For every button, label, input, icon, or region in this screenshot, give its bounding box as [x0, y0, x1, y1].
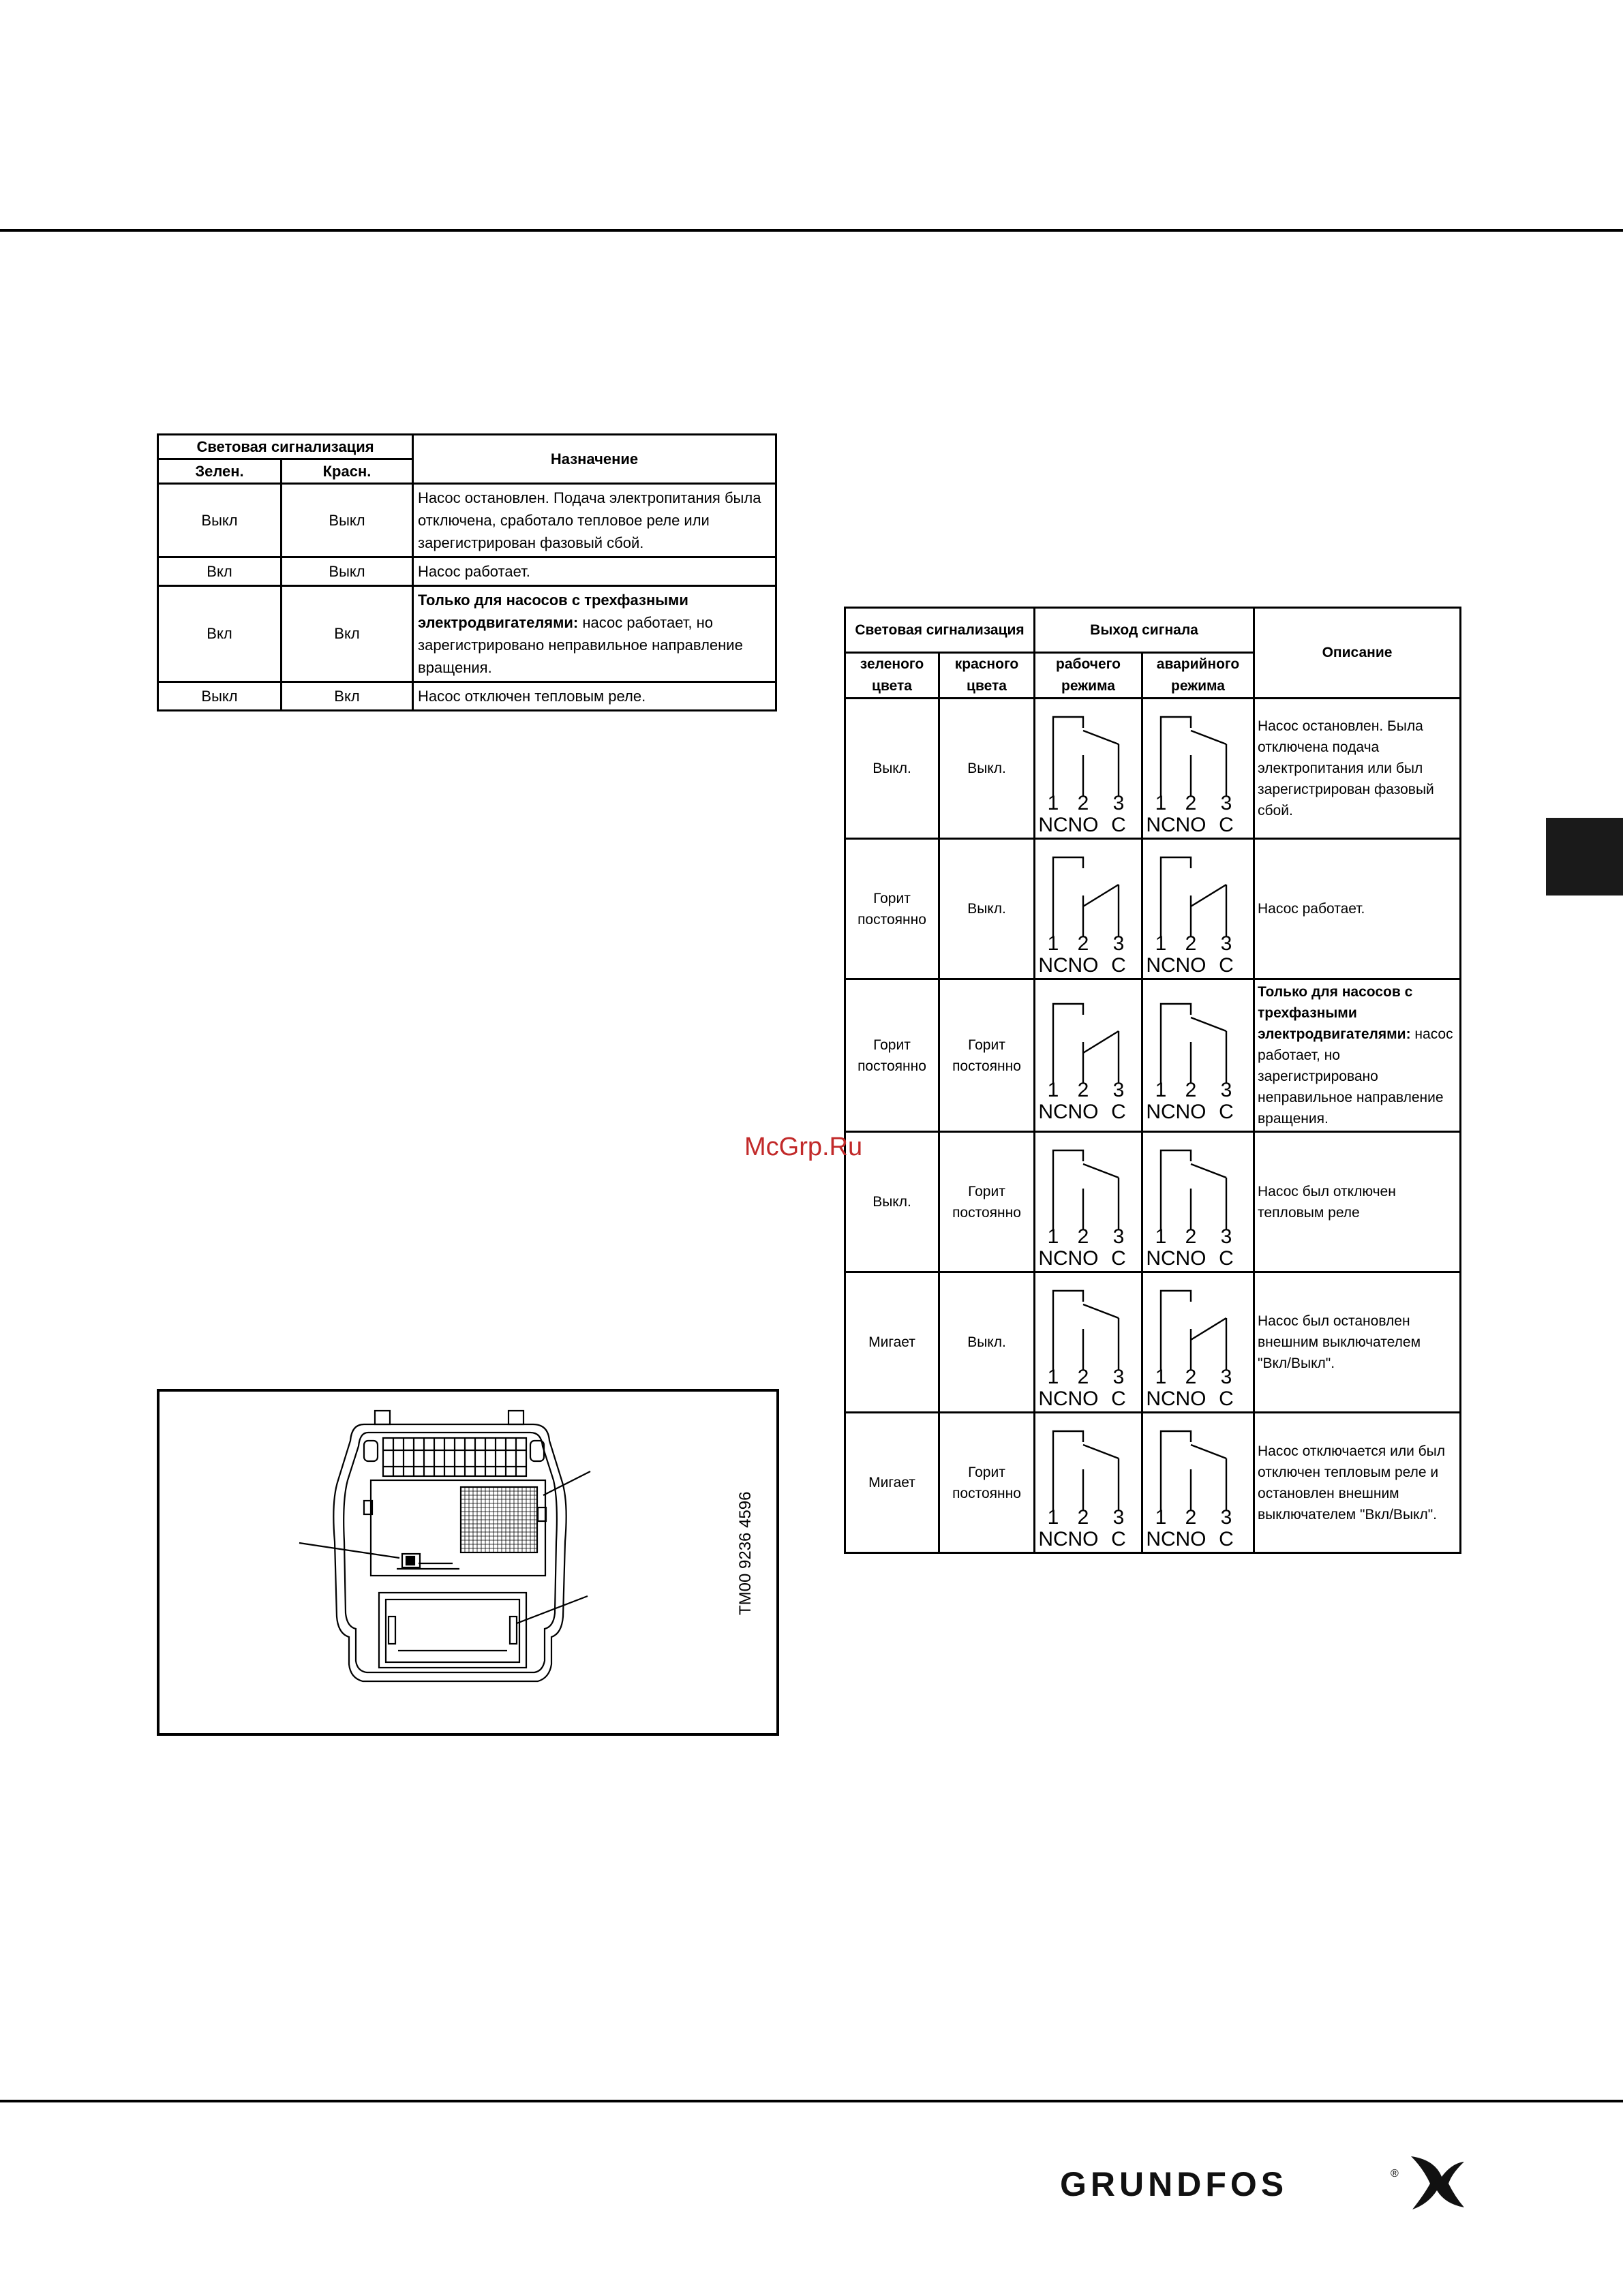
t2-desc-text: Насос работает.	[1258, 901, 1365, 917]
t1-header-desc: Назначение	[413, 435, 776, 484]
footer-rule	[0, 2100, 1623, 2102]
t2-desc-text: Насос был отключен тепловым реле	[1258, 1183, 1396, 1221]
terminal-name: C	[1111, 813, 1126, 836]
t1-desc-text: насос работает, но зарегистрировано неправильное направление вращения.	[418, 614, 743, 676]
t2-cell-alarm-relay	[1142, 839, 1254, 979]
terminal-name: C	[1111, 953, 1126, 977]
t2-cell-work-relay	[1035, 979, 1142, 1132]
table-row	[845, 1132, 1461, 1272]
t1-cell-green: Вкл	[158, 586, 282, 682]
terminal-number: 3	[1112, 791, 1125, 814]
terminal-name: NC	[1146, 953, 1176, 977]
t2-cell-work-relay	[1035, 839, 1142, 979]
terminal-name: NC	[1038, 1527, 1068, 1550]
terminal-name: NC	[1038, 953, 1068, 977]
terminal-name: C	[1111, 1387, 1126, 1410]
terminal-number: 3	[1112, 1365, 1125, 1388]
t2-cell-alarm-relay	[1142, 1132, 1254, 1272]
t2-cell-green: Горит постоянно	[845, 839, 939, 979]
terminal-number: 3	[1220, 791, 1232, 814]
t2-header-red: красного цвета	[939, 653, 1035, 699]
t1-cell-desc	[413, 586, 776, 682]
terminal-name: NC	[1146, 1100, 1176, 1123]
t2-cell-alarm-relay	[1142, 1272, 1254, 1413]
t2-cell-desc	[1254, 839, 1461, 979]
t1-cell-green: Вкл	[158, 557, 282, 586]
terminal-name: NO	[1067, 1246, 1099, 1270]
t1-cell-desc: Насос отключен тепловым реле.	[413, 682, 776, 711]
terminal-number: 1	[1047, 932, 1059, 955]
table-row	[845, 699, 1461, 839]
t2-desc-text: Насос был остановлен внешним выключателем "Вкл/Выкл".	[1258, 1313, 1421, 1371]
terminal-number: 2	[1185, 932, 1197, 955]
terminal-number: 1	[1155, 1365, 1167, 1388]
table-row	[158, 484, 776, 557]
t2-cell-red: Горит постоянно	[939, 1413, 1035, 1553]
terminal-number: 3	[1112, 1078, 1125, 1101]
terminal-number: 1	[1155, 1225, 1167, 1248]
t2-cell-alarm-relay	[1142, 979, 1254, 1132]
terminal-number: 3	[1220, 1078, 1232, 1101]
header-rule	[0, 229, 1623, 232]
relay-contact-diagram	[1035, 701, 1138, 837]
t2-desc-bold: Только для насосов с трехфазными электродвигателями:	[1258, 984, 1413, 1042]
watermark: McGrp.Ru	[744, 1133, 863, 1161]
t2-cell-desc	[1254, 1132, 1461, 1272]
t2-cell-work-relay	[1035, 1132, 1142, 1272]
terminal-number: 2	[1077, 1365, 1089, 1388]
relay-contact-diagram	[1143, 1134, 1245, 1270]
t2-cell-work-relay	[1035, 1272, 1142, 1413]
t2-cell-red: Выкл.	[939, 839, 1035, 979]
logo-x-mark-icon	[1404, 2149, 1469, 2214]
t2-cell-red: Выкл.	[939, 1272, 1035, 1413]
t2-cell-green: Мигает	[845, 1413, 939, 1553]
t2-header-output: Выход сигнала	[1035, 608, 1254, 653]
terminal-number: 1	[1047, 1078, 1059, 1101]
t1-header-light: Световая сигнализация	[158, 435, 413, 459]
terminal-name: NO	[1175, 1100, 1207, 1123]
t2-cell-green: Выкл.	[845, 699, 939, 839]
terminal-name: NC	[1038, 813, 1068, 836]
t1-cell-desc: Насос работает.	[413, 557, 776, 586]
terminal-number: 1	[1155, 1078, 1167, 1101]
relay-contact-diagram	[1143, 701, 1245, 837]
table-row	[158, 586, 776, 682]
terminal-box-drawing	[160, 1392, 776, 1733]
t1-cell-red: Выкл	[282, 557, 413, 586]
terminal-name: C	[1219, 1387, 1234, 1410]
signal-output-table	[844, 607, 1461, 1554]
relay-contact-diagram	[1035, 1415, 1138, 1551]
t1-desc-bold: Только для насосов с трехфазными электродвигателями:	[418, 592, 688, 631]
terminal-number: 2	[1077, 1225, 1089, 1248]
terminal-number: 1	[1047, 1365, 1059, 1388]
relay-contact-diagram	[1143, 988, 1245, 1124]
terminal-name: NC	[1146, 1527, 1176, 1550]
terminal-number: 2	[1185, 791, 1197, 814]
terminal-name: NC	[1146, 813, 1176, 836]
t2-header-green: зеленого цвета	[845, 653, 939, 699]
terminal-name: C	[1219, 1527, 1234, 1550]
terminal-number: 1	[1155, 791, 1167, 814]
t2-header-alarm: аварийного режима	[1142, 653, 1254, 699]
terminal-number: 3	[1112, 1225, 1125, 1248]
t2-cell-desc	[1254, 1413, 1461, 1553]
signal-table-simple	[157, 433, 777, 711]
terminal-number: 1	[1155, 932, 1167, 955]
terminal-name: C	[1219, 813, 1234, 836]
relay-contact-diagram	[1035, 1274, 1138, 1411]
t1-cell-desc: Насос остановлен. Подача электропитания была отключена, сработало тепловое реле или зарегистрирован фазовый сбой.	[413, 484, 776, 557]
t2-cell-work-relay	[1035, 1413, 1142, 1553]
t2-cell-green: Выкл.	[845, 1132, 939, 1272]
figure-code: TM00 9236 4596	[736, 1491, 755, 1615]
terminal-number: 3	[1112, 932, 1125, 955]
grundfos-logo	[1060, 2164, 1469, 2226]
t1-cell-red: Выкл	[282, 484, 413, 557]
t2-desc-text: Насос остановлен. Была отключена подача электропитания или был зарегистрирован фазовый сбой.	[1258, 718, 1434, 818]
relay-contact-diagram	[1143, 841, 1245, 977]
terminal-number: 2	[1185, 1365, 1197, 1388]
terminal-number: 2	[1185, 1078, 1197, 1101]
terminal-name: NO	[1067, 1387, 1099, 1410]
terminal-name: NO	[1067, 1527, 1099, 1550]
table-row	[158, 557, 776, 586]
terminal-number: 2	[1077, 932, 1089, 955]
terminal-name: C	[1111, 1246, 1126, 1270]
t2-cell-desc	[1254, 979, 1461, 1132]
terminal-box-figure	[157, 1389, 779, 1736]
terminal-name: NO	[1175, 1246, 1207, 1270]
terminal-number: 2	[1077, 791, 1089, 814]
table-row	[845, 979, 1461, 1132]
terminal-number: 3	[1220, 1365, 1232, 1388]
terminal-name: C	[1219, 1100, 1234, 1123]
table-row	[158, 682, 776, 711]
terminal-number: 2	[1077, 1505, 1089, 1529]
t2-cell-alarm-relay	[1142, 699, 1254, 839]
terminal-name: NO	[1067, 813, 1099, 836]
terminal-number: 3	[1220, 932, 1232, 955]
t2-desc-text: насос работает, но зарегистрировано неправильное направление вращения.	[1258, 1026, 1453, 1127]
t2-cell-desc	[1254, 699, 1461, 839]
relay-contact-diagram	[1143, 1274, 1245, 1411]
terminal-number: 1	[1155, 1505, 1167, 1529]
t1-cell-red: Вкл	[282, 586, 413, 682]
terminal-number: 1	[1047, 1225, 1059, 1248]
t2-cell-green: Мигает	[845, 1272, 939, 1413]
t1-cell-green: Выкл	[158, 682, 282, 711]
section-tab	[1546, 818, 1623, 896]
terminal-name: NC	[1038, 1246, 1068, 1270]
terminal-name: NO	[1067, 1100, 1099, 1123]
t2-cell-red: Горит постоянно	[939, 1132, 1035, 1272]
relay-contact-diagram	[1035, 841, 1138, 977]
relay-contact-diagram	[1035, 988, 1138, 1124]
logo-registered-mark: ®	[1391, 2168, 1399, 2179]
t2-cell-desc	[1254, 1272, 1461, 1413]
t2-header-light: Световая сигнализация	[845, 608, 1035, 653]
t1-header-green: Зелен.	[158, 459, 282, 484]
terminal-name: C	[1219, 953, 1234, 977]
table-row	[845, 1413, 1461, 1553]
t2-cell-work-relay	[1035, 699, 1142, 839]
relay-contact-diagram	[1035, 1134, 1138, 1270]
relay-contact-diagram	[1143, 1415, 1245, 1551]
terminal-number: 2	[1077, 1078, 1089, 1101]
terminal-name: NO	[1175, 1387, 1207, 1410]
terminal-name: NO	[1175, 1527, 1207, 1550]
logo-text: GRUNDFOS	[1060, 2165, 1288, 2203]
table-row	[845, 1272, 1461, 1413]
terminal-name: NC	[1146, 1387, 1176, 1410]
terminal-name: NC	[1038, 1387, 1068, 1410]
t2-cell-green: Горит постоянно	[845, 979, 939, 1132]
t1-cell-red: Вкл	[282, 682, 413, 711]
terminal-number: 3	[1112, 1505, 1125, 1529]
terminal-name: C	[1111, 1527, 1126, 1550]
terminal-number: 1	[1047, 791, 1059, 814]
terminal-number: 3	[1220, 1505, 1232, 1529]
table-row	[845, 839, 1461, 979]
t2-cell-red: Выкл.	[939, 699, 1035, 839]
t2-cell-red: Горит постоянно	[939, 979, 1035, 1132]
terminal-name: NO	[1067, 953, 1099, 977]
terminal-number: 2	[1185, 1505, 1197, 1529]
terminal-name: NO	[1175, 953, 1207, 977]
terminal-name: NC	[1146, 1246, 1176, 1270]
t2-header-work: рабочего режима	[1035, 653, 1142, 699]
t1-header-red: Красн.	[282, 459, 413, 484]
t2-desc-text: Насос отключается или был отключен тепловым реле и остановлен внешним выключателем "Вкл/Выкл".	[1258, 1443, 1446, 1522]
terminal-number: 1	[1047, 1505, 1059, 1529]
terminal-number: 2	[1185, 1225, 1197, 1248]
terminal-name: C	[1111, 1100, 1126, 1123]
t2-cell-alarm-relay	[1142, 1413, 1254, 1553]
terminal-name: NO	[1175, 813, 1207, 836]
terminal-name: C	[1219, 1246, 1234, 1270]
t2-header-desc: Описание	[1254, 608, 1461, 699]
terminal-name: NC	[1038, 1100, 1068, 1123]
t1-cell-green: Выкл	[158, 484, 282, 557]
terminal-number: 3	[1220, 1225, 1232, 1248]
